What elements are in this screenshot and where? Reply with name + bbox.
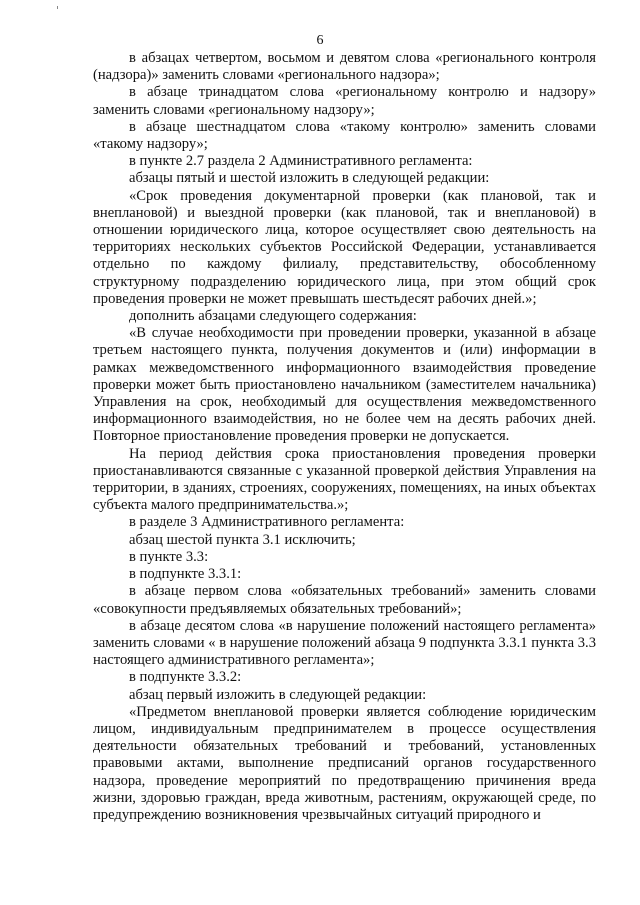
paragraph-6: «Срок проведения документарной проверки (как плановой, так и внеплановой) и выездной проверки (как плановой, так и внеплановой) в отношении юридического лица, которое осуществляет свою деятельность на территориях нескольких субъектов Российской Федерации, устанавливается отдельно по каждому филиалу, представительству, обособленному структурному подразделению юридического лица, при этом общий срок проведения проверки не может превышать шестьдесят рабочих дней.»; [93,187,596,307]
paragraph-16: в подпункте 3.3.2: [129,669,242,686]
paragraph-18: «Предметом внеплановой проверки является соблюдение юридическим лицом, индивидуальным предпринимателем в процессе осуществления деятельности обязательных требований и требований, установленных правовыми актами, выполнение предписаний органов государственного надзора, проведение мероприятий по предотвращению причинения вреда жизни, здоровью граждан, вреда животным, растениям, окружающей среде, по предупреждению возникновения чрезвычайных ситуаций природного и [93,703,596,823]
paragraph-13: в подпункте 3.3.1: [129,566,242,583]
paragraph-10: в разделе 3 Административного регламента: [129,514,405,531]
paragraph-11: абзац шестой пункта 3.1 исключить; [129,531,356,548]
scan-edge-mark [57,6,58,9]
paragraph-14: в абзаце первом слова «обязательных требований» заменить словами «совокупности предъявляемых обязательных требований»; [93,583,596,617]
document-body [93,50,596,824]
paragraph-9: На период действия срока приостановления проведения проверки приостанавливаются связанные с указанной проверкой действия Управления на территории, в зданиях, строениях, сооружениях, помещениях, на иных объектах субъекта малого предпринимательства.»; [93,445,596,514]
paragraph-2: в абзаце тринадцатом слова «региональному контролю и надзору» заменить словами «региональному надзору»; [93,84,596,118]
paragraph-5: абзацы пятый и шестой изложить в следующей редакции: [129,170,490,187]
paragraph-7: дополнить абзацами следующего содержания: [129,308,417,325]
page-number: 6 [316,33,324,48]
paragraph-8: «В случае необходимости при проведении проверки, указанной в абзаце третьем настоящего пункта, получения документов и (или) информации в рамках межведомственного информационного взаимодействия проведение проверки может быть приостановлено начальником (заместителем начальника) Управления на срок, необходимый для осуществления межведомственного информационного взаимодействия, но не более чем на десять рабочих дней. Повторное приостановление проведения проверки не допускается. [93,325,596,445]
paragraph-12: в пункте 3.3: [129,548,209,565]
paragraph-15: в абзаце десятом слова «в нарушение положений настоящего регламента» заменить словами « в нарушение положений абзаца 9 подпункта 3.3.1 пункта 3.3 настоящего административного регламента»; [93,617,596,669]
paragraph-4: в пункте 2.7 раздела 2 Административного регламента: [129,153,473,170]
paragraph-1: в абзацах четвертом, восьмом и девятом слова «регионального контроля (надзора)» заменить словами «регионального надзора»; [93,50,596,84]
paragraph-3: в абзаце шестнадцатом слова «такому контролю» заменить словами «такому надзору»; [93,118,596,153]
paragraph-17: абзац первый изложить в следующей редакции: [129,686,427,703]
